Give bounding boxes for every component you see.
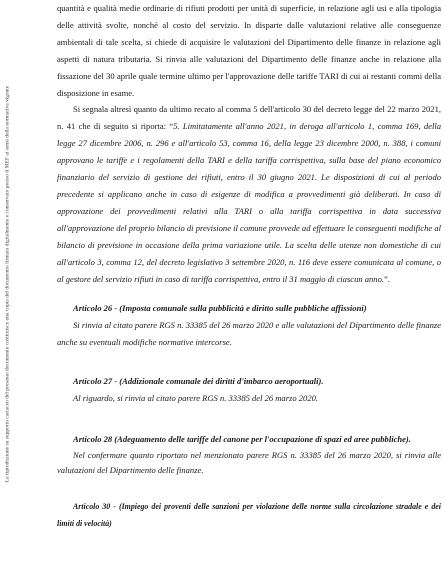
- article-27-text: Al riguardo, si rinvia al citato parere RGS n. 33385 del 26 marzo 2020.: [73, 393, 319, 404]
- quote-close: ”.: [383, 273, 390, 284]
- article-26-text: Si rinvia al citato parere RGS n. 33385 del 26 marzo 2020 e alle valutazioni del Dipartimento delle finanze anche su eventuali modifiche normative intercorse.: [57, 320, 441, 348]
- digital-copy-side-note: [0, 8, 14, 560]
- article-28-heading: Articolo 28 (Adeguamento delle tariffe del canone per l'occupazione di spazi ed aree pubbliche).: [73, 433, 411, 444]
- quoted-comma-5: 5. Limitatamente all'anno 2021, in deroga all'articolo 1, comma 169, della legge 27 dicembre 2006, n. 296 e all'articolo 53, comma 16, della legge 23 dicembre 2000, n. 388, i comuni approvano le tariffe e i regolamenti della TARI e della tariffa corrispettiva, sulla base del piano economico finanziario del servizio di gestione dei rifiuti, entro il 30 giugno 2021. Le disposizioni di cui al periodo precedente si applicano anche in caso di esigenze di modifica a provvedimenti già deliberati. In caso di approvazione dei provvedimenti relativi alla TARI o alla tariffa corrispettiva in data successiva all'approvazione del proprio bilancio di previsione il comune provvede ad effettuare le conseguenti modifiche al bilancio di previsione in occasione della prima variazione utile. La scelta delle utenze non domestiche di cui all'articolo 3, comma 12, del decreto legislativo 3 settembre 2020, n. 116 deve essere comunicata al comune, o al gestore del servizio rifiuti in caso di tariffa corrispettiva, entro il 31 maggio di ciascun anno.: [57, 121, 441, 284]
- article-26-heading: Articolo 26 - (Imposta comunale sulla pubblicità e diritto sulle pubbliche affissioni): [73, 303, 367, 314]
- article-30-heading: Articolo 30 - (Impiego dei proventi delle sanzioni per violazione delle norme sulla circolazione stradale e dei limiti di velocità): [57, 501, 441, 528]
- article-28-text: Nel confermare quanto riportato nel menzionato parere RGS n. 33385 del 26 marzo 2020, si rinvia alle valutazioni del Dipartimento delle finanze.: [57, 449, 441, 476]
- paragraph-decree-quote: [57, 101, 441, 287]
- paragraph-tari-tariffs: quantità e qualità medie ordinarie di rifiuti prodotti per unità di superficie, in relazione agli usi e alla tipologia delle attività svolte, nonché al costo del servizio. In disparte dalle valutazioni relative alle conseguenze ambientali di tale scelta, si chiede di acquisire le valutazioni del Dipartimento delle finanze in relazione agli aspetti di natura tributaria. Si rinvia alle valutazioni del Dipartimento delle finanze anche in relazione alla fissazione del 30 aprile quale termine ultimo per l'approvazione delle tariffe TARI di cui ai restanti commi della disposizione in esame.: [57, 3, 441, 98]
- article-27-heading: Articolo 27 - (Addizionale comunale dei diritti d'imbarco aeroportuali).: [73, 376, 324, 387]
- side-note-text: La riproduzione su supporto cartaceo del presente documento costituisce una copia del documento firmato digitalmente e conservato presso il MEF ai sensi della normativa vigente: [4, 85, 11, 483]
- quote-intro: Si segnala altresì quanto da ultimo recato al comma 5 dell'articolo 30 del decreto legge del 22 marzo 2021, n. 41 che di seguito si riporta: “: [57, 104, 441, 132]
- document-page: [57, 0, 441, 533]
